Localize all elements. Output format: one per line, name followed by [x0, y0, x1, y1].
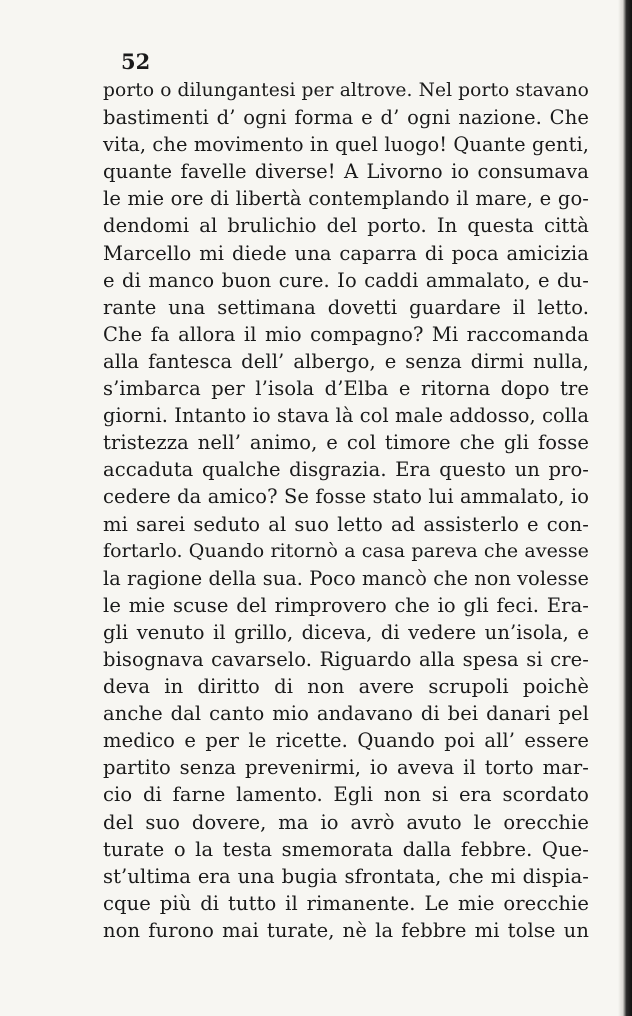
text-line: la ragione della sua. Poco mancò che non volesse: [103, 566, 590, 590]
text-line: dendomi al brulichio del porto. In questa città: [103, 214, 589, 238]
text-line: partito senza prevenirmi, io aveva il torto mar-: [103, 756, 589, 780]
text-line: Marcello mi diede una caparra di poca amicizia: [103, 241, 589, 265]
text-line: cedere da amico? Se fosse stato lui ammalato, io: [103, 485, 589, 509]
text-line: giorni. Intanto io stava là col male addosso, colla: [103, 404, 589, 428]
text-line: s’imbarca per l’isola d’Elba e ritorna dopo tre: [103, 377, 589, 401]
text-line: porto o dilungantesi per altrove. Nel porto stavano: [103, 80, 589, 101]
page-edge-shadow: [618, 0, 632, 1016]
text-line: rante una settimana dovetti guardare il letto.: [103, 295, 589, 319]
text-line: alla fantesca dell’ albergo, e senza dirmi nulla,: [103, 349, 589, 373]
text-line: tristezza nell’ animo, e col timore che gli fosse: [103, 431, 589, 455]
text-line: Che fa allora il mio compagno? Mi raccomanda: [103, 322, 589, 346]
text-line: fortarlo. Quando ritornò a casa pareva che avesse: [103, 539, 589, 562]
text-line: del suo dovere, ma io avrò avuto le orecchie: [103, 810, 589, 834]
text-line: medico e per le ricette. Quando poi all’ essere: [103, 729, 589, 753]
text-line: cio di farne lamento. Egli non si era scordato: [103, 783, 589, 807]
text-line: mi sarei seduto al suo letto ad assisterlo e con-: [103, 512, 589, 536]
body-text: [103, 77, 589, 944]
text-line: accaduta qualche disgrazia. Era questo un pro-: [103, 458, 589, 482]
text-line: bastimenti d’ ogni forma e d’ ogni nazione. Che: [103, 106, 589, 130]
text-line: le mie ore di libertà contemplando il mare, e go-: [103, 187, 589, 211]
text-line: quante favelle diverse! A Livorno io consumava: [103, 160, 589, 184]
text-line: deva in diritto di non avere scrupoli poichè: [103, 675, 589, 699]
text-line: bisognava cavarselo. Riguardo alla spesa si cre-: [103, 647, 589, 671]
page-number: 52: [121, 49, 151, 74]
text-line: e di manco buon cure. Io caddi ammalato, e du-: [103, 268, 589, 292]
text-line: anche dal canto mio andavano di bei danari pel: [103, 702, 589, 726]
text-line: non furono mai turate, nè la febbre mi tolse un: [103, 918, 589, 942]
text-line: cque più di tutto il rimanente. Le mie orecchie: [103, 891, 589, 915]
text-line: gli venuto il grillo, diceva, di vedere un’isola, e: [103, 620, 589, 644]
text-line: vita, che movimento in quel luogo! Quante genti,: [103, 133, 589, 157]
text-line: turate o la testa smemorata dalla febbre. Que-: [103, 837, 589, 861]
text-line: st’ultima era una bugia sfrontata, che mi dispia-: [103, 864, 589, 888]
text-line: le mie scuse del rimprovero che io gli feci. Era-: [103, 593, 589, 617]
